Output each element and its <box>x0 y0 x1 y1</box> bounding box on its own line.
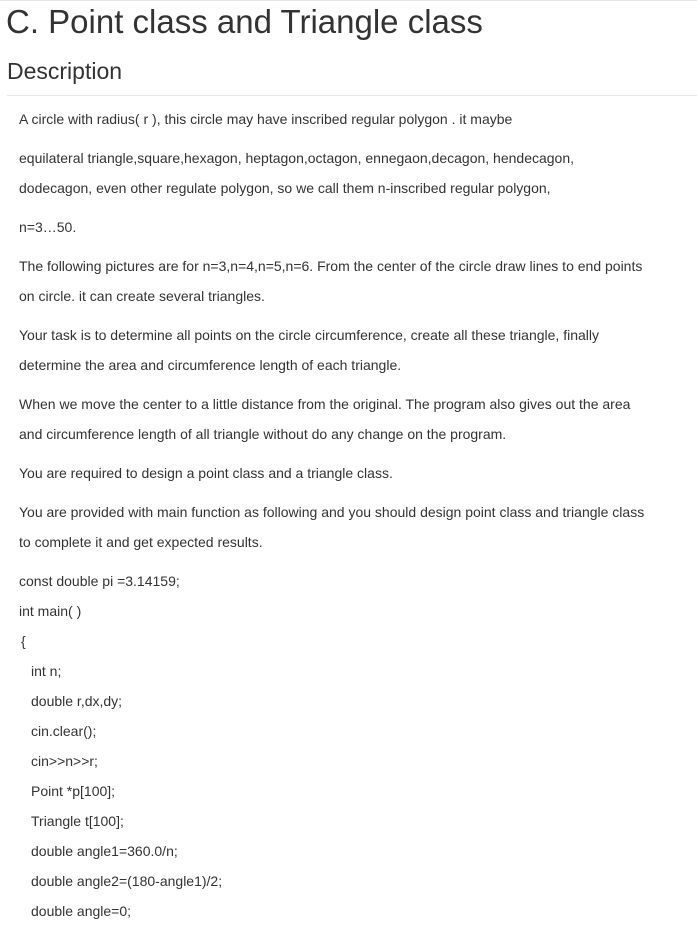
paragraph-line: to complete it and get expected results. <box>19 534 263 550</box>
code-line: { <box>21 633 26 649</box>
paragraph-line: A circle with radius( r ), this circle may have inscribed regular polygon . it maybe <box>19 111 513 127</box>
paragraph-line: When we move the center to a little distance from the original. The program also gives out the area <box>19 396 631 412</box>
paragraph-range <box>19 212 694 242</box>
paragraph-pictures <box>19 251 694 311</box>
paragraph-line: determine the area and circumference length of each triangle. <box>19 357 402 373</box>
code-line: cin>>n>>r; <box>31 753 98 769</box>
code-line: double angle2=(180-angle1)/2; <box>31 873 223 889</box>
description-body <box>19 104 694 926</box>
paragraph-requirement <box>19 458 694 488</box>
code-line: const double pi =3.14159; <box>19 573 180 589</box>
paragraph-line: and circumference length of all triangle without do any change on the program. <box>19 426 507 442</box>
code-line: cin.clear(); <box>31 723 97 739</box>
top-divider <box>0 0 697 1</box>
paragraph-line: dodecagon, even other regulate polygon, so we call them n-inscribed regular polygon, <box>19 180 551 196</box>
paragraph-line: Your task is to determine all points on the circle circumference, create all these triangle, finally <box>19 327 599 343</box>
paragraph-task <box>19 320 694 380</box>
paragraph-center-move <box>19 389 694 449</box>
paragraph-line: n=3…50. <box>19 219 77 235</box>
description-heading: Description <box>7 58 123 84</box>
paragraph-main-function <box>19 497 694 557</box>
code-line: double angle1=360.0/n; <box>31 843 178 859</box>
page-title: C. Point class and Triangle class <box>6 3 483 40</box>
code-line: int main( ) <box>19 603 82 619</box>
code-line: int n; <box>31 663 62 679</box>
code-block <box>19 566 694 926</box>
code-line: double r,dx,dy; <box>31 693 123 709</box>
description-divider <box>7 95 697 96</box>
paragraph-intro <box>19 104 694 134</box>
paragraph-line: You are required to design a point class and a triangle class. <box>19 465 393 481</box>
paragraph-line: on circle. it can create several triangles. <box>19 288 265 304</box>
paragraph-polygons <box>19 143 694 203</box>
paragraph-line: The following pictures are for n=3,n=4,n=5,n=6. From the center of the circle draw lines to end points <box>19 258 643 274</box>
paragraph-line: equilateral triangle,square,hexagon, heptagon,octagon, ennegaon,decagon, hendecagon, <box>19 150 575 166</box>
paragraph-line: You are provided with main function as following and you should design point class and triangle class <box>19 504 645 520</box>
code-line: Point *p[100]; <box>31 783 116 799</box>
code-line: double angle=0; <box>31 903 132 919</box>
code-line: Triangle t[100]; <box>31 813 124 829</box>
